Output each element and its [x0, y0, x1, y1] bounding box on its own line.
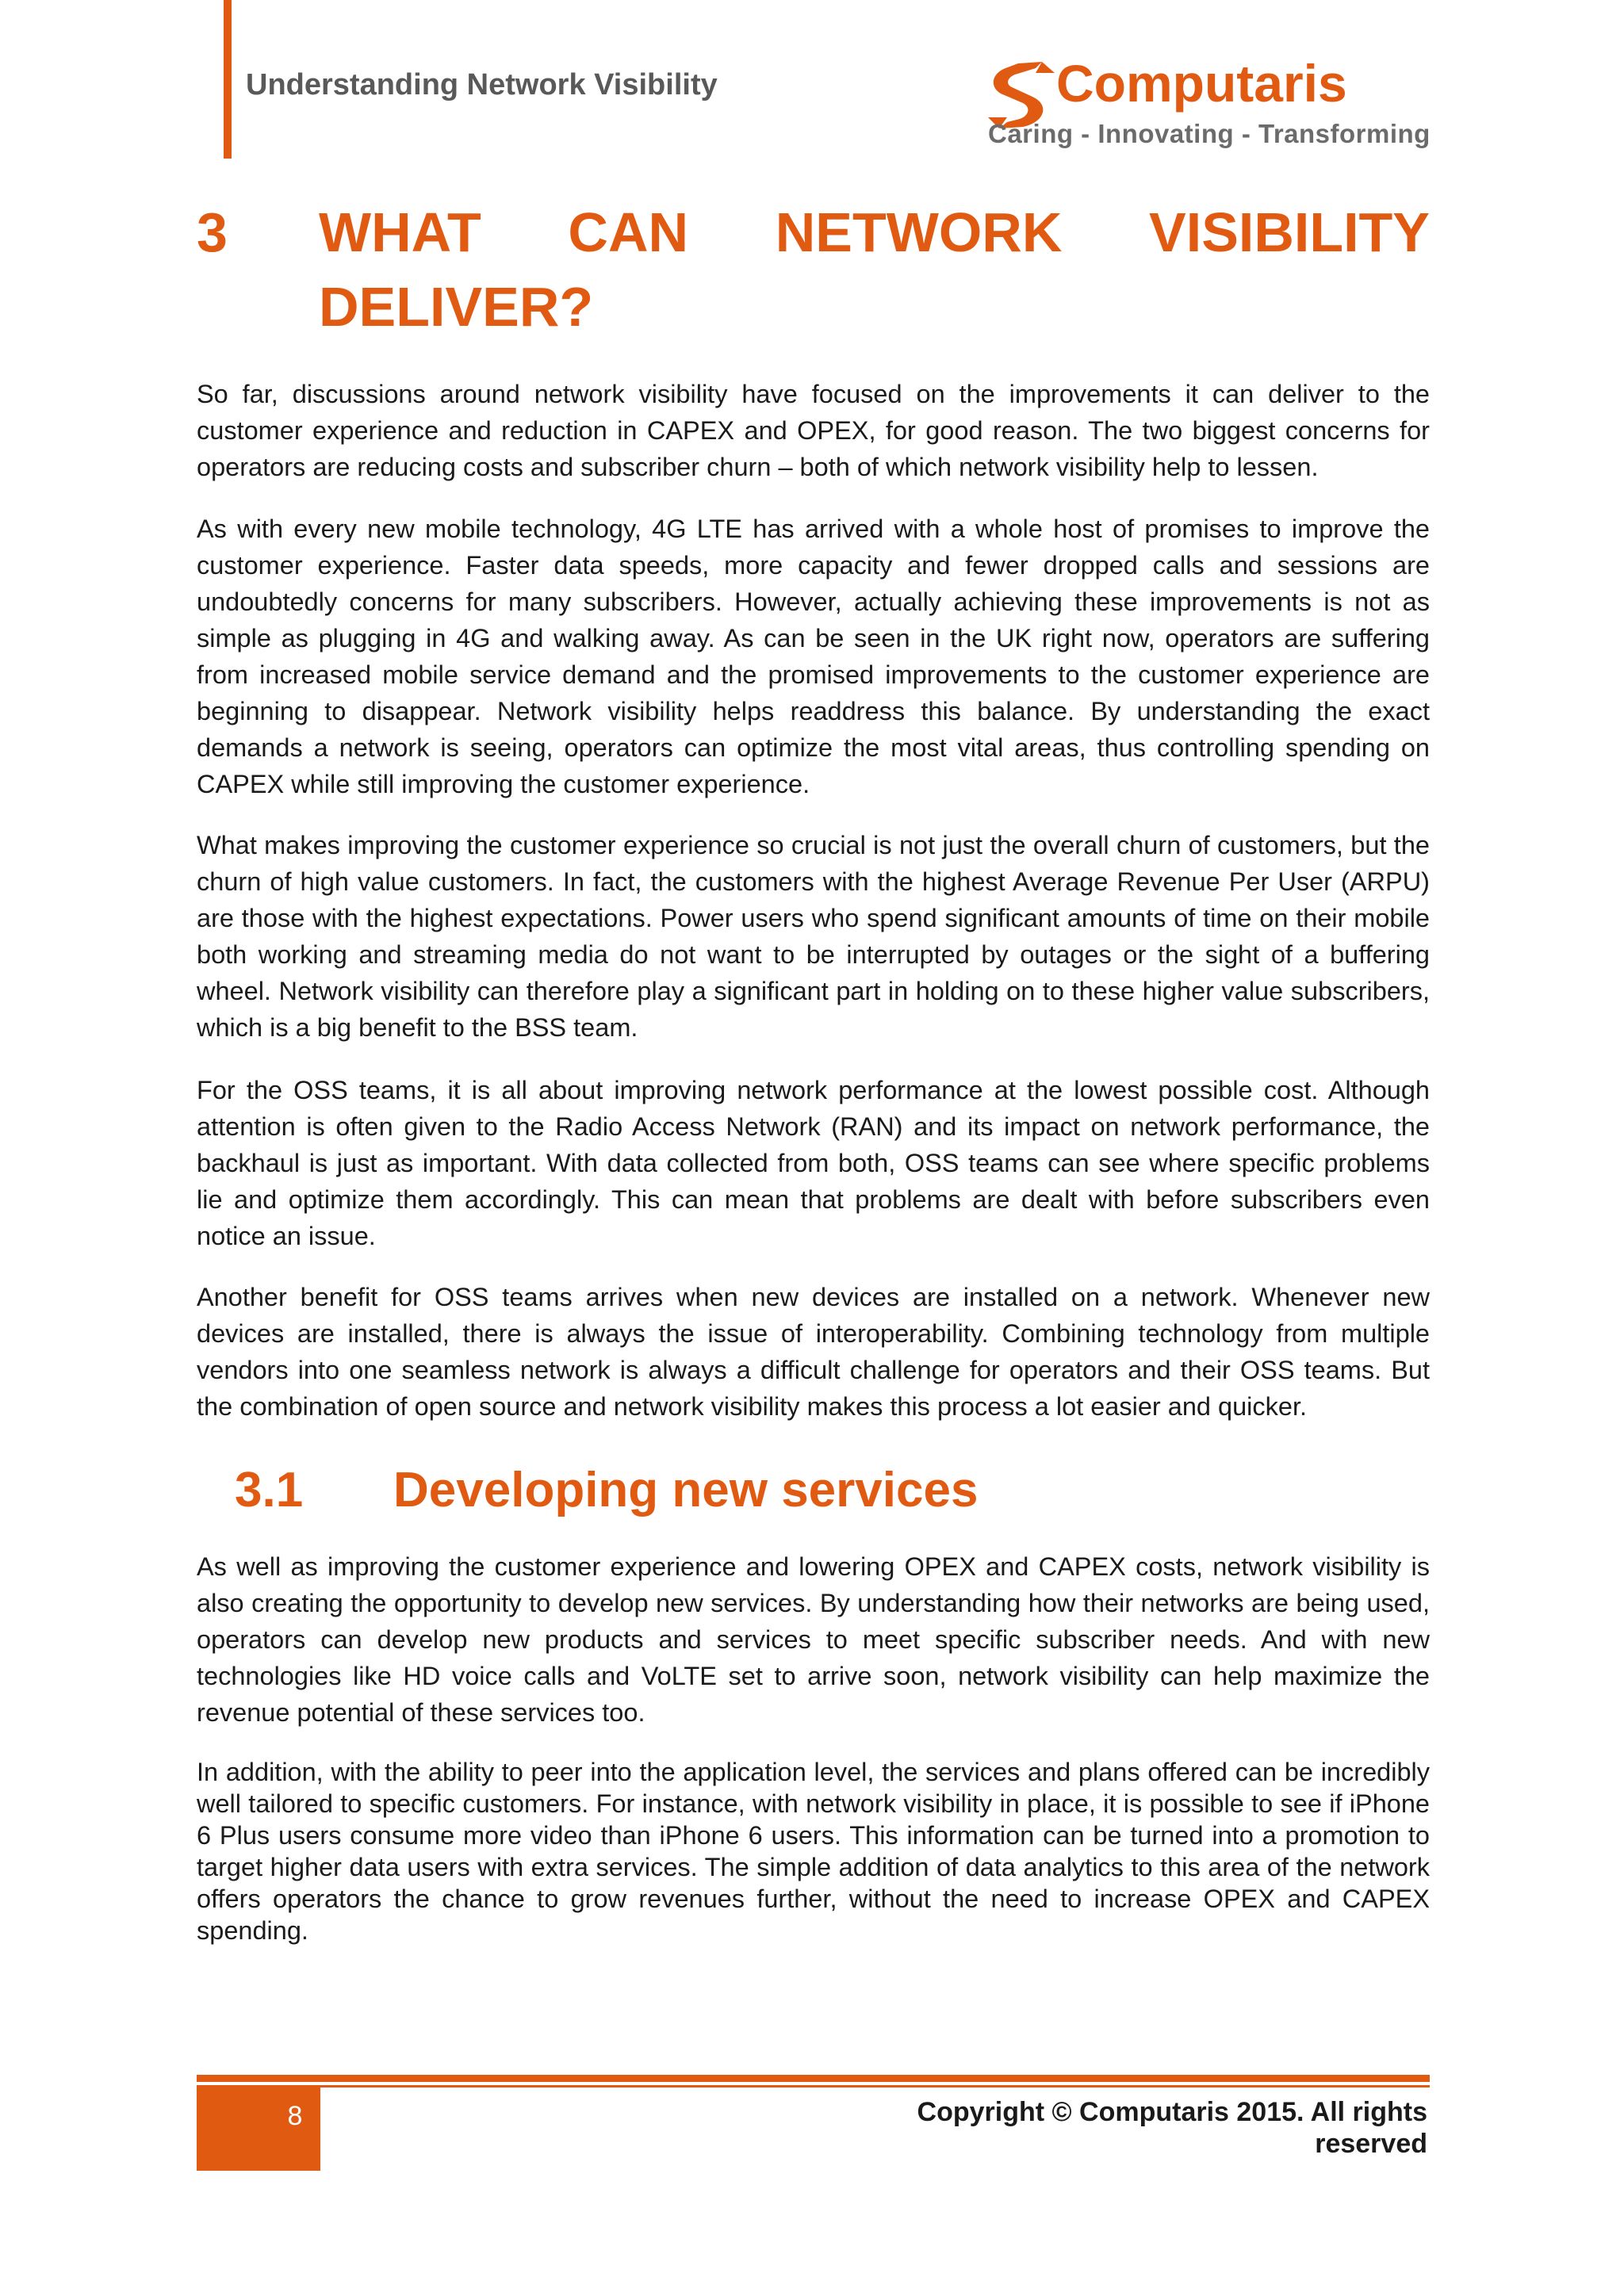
footer-rule-thick: [197, 2075, 1430, 2082]
logo-wordmark: Computaris: [1056, 54, 1347, 113]
copyright-notice: [872, 2096, 1427, 2160]
section-title-line2: DELIVER?: [319, 276, 594, 338]
subsection-number: 3.1: [235, 1463, 304, 1517]
paragraph-oss-performance: For the OSS teams, it is all about improving network performance at the lowest possible cost. Although attention is often given to the Radio Access Network (RAN) and its impact on network performance, the backhaul is just as important. With data collected from both, OSS teams can see where specific problems lie and optimize them accordingly. This can mean that problems are dealt with before subscribers even notice an issue.: [197, 1076, 1430, 1250]
paragraph-customer-experience: What makes improving the customer experience so crucial is not just the overall churn of customers, but the churn of high value customers. In fact, the customers with the highest Average Revenue Per User (ARPU) are those with the highest expectations. Power users who spend significant amounts of time on their mobile both working and streaming media do not want to be interrupted by outages or the sight of a buffering wheel. Network visibility can therefore play a significant part in holding on to these higher value subscribers, which is a big benefit to the BSS team.: [197, 831, 1430, 1042]
copyright-line1: Copyright © Computaris 2015. All rights: [917, 2097, 1427, 2127]
footer-rule-thin: [197, 2085, 1430, 2087]
paragraph-intro: So far, discussions around network visibility have focused on the improvements it can deliver to the customer experience and reduction in CAPEX and OPEX, for good reason. The two biggest concerns for operators are reducing costs and subscriber churn – both of which network visibility help to lessen.: [197, 380, 1430, 481]
paragraph-application-level: In addition, with the ability to peer into the application level, the services and plans offered can be incredibly well tailored to specific customers. For instance, with network visibility in place, it is possible to see if iPhone 6 Plus users consume more video than iPhone 6 users. This information can be turned into a promotion to target higher data users with extra services. The simple addition of data analytics to this area of the network offers operators the chance to grow revenues further, without the need to increase OPEX and CAPEX spending.: [197, 1758, 1430, 1945]
document-title: Understanding Network Visibility: [246, 68, 718, 101]
paragraph-new-services: As well as improving the customer experience and lowering OPEX and CAPEX costs, network visibility is also creating the opportunity to develop new services. By understanding how their networks are being used, operators can develop new products and services to meet specific subscriber needs. And with new technologies like HD voice calls and VoLTE set to arrive soon, network visibility can help maximize the revenue potential of these services too.: [197, 1552, 1430, 1727]
paragraph-oss-devices: Another benefit for OSS teams arrives when new devices are installed on a network. Whenever new devices are installed, there is always the issue of interoperability. Combining technology from multiple vendors into one seamless network is always a difficult challenge for operators and their OSS teams. But the combination of open source and network visibility makes this process a lot easier and quicker.: [197, 1283, 1430, 1421]
page-number: 8: [287, 2101, 303, 2131]
copyright-line2: reserved: [1315, 2129, 1427, 2159]
section-title-line1: WHAT CAN NETWORK VISIBILITY: [319, 201, 1430, 263]
subsection-title: Developing new services: [393, 1463, 979, 1517]
logo-tagline: Caring - Innovating - Transforming: [988, 119, 1431, 148]
section-number: 3: [197, 201, 228, 263]
header-accent-bar: [224, 0, 232, 159]
paragraph-4g-lte: As with every new mobile technology, 4G LTE has arrived with a whole host of promises to improve the customer experience. Faster data speeds, more capacity and fewer dropped calls and sessions are undoubtedly concerns for many subscribers. However, actually achieving these improvements is not as simple as plugging in 4G and walking away. As can be seen in the UK right now, operators are suffering from increased mobile service demand and the promised improvements to the customer experience are beginning to disappear. Network visibility helps readdress this balance. By understanding the exact demands a network is seeing, operators can optimize the most vital areas, thus controlling spending on CAPEX while still improving the customer experience.: [197, 515, 1430, 798]
